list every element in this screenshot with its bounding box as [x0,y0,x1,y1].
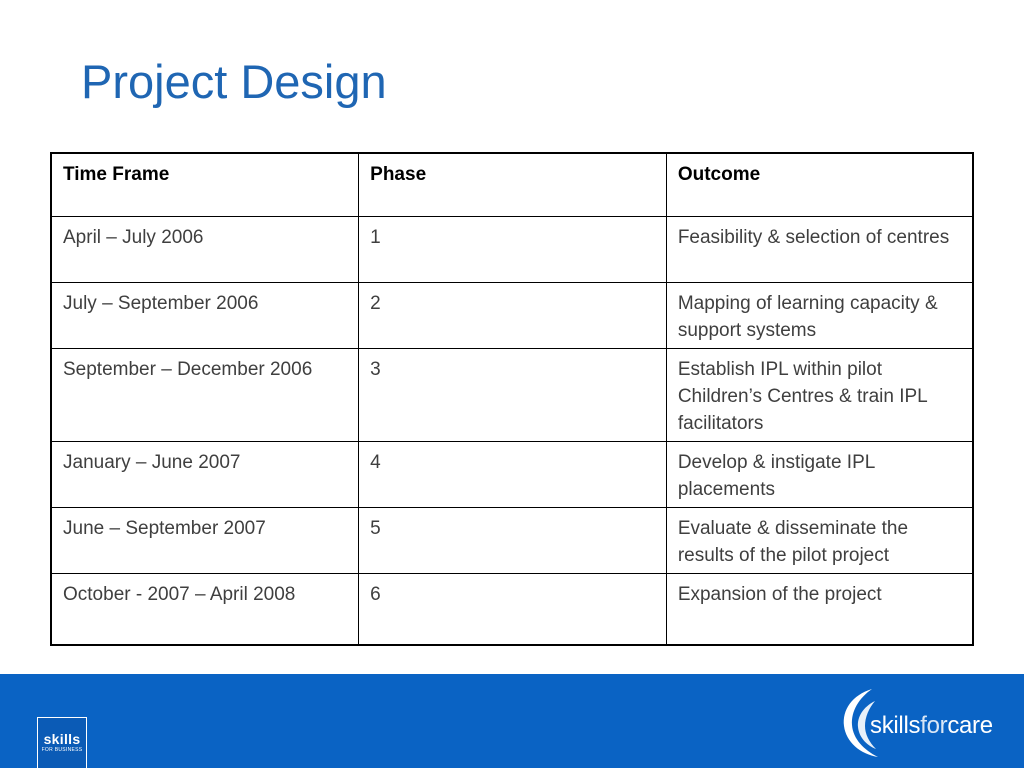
skills-for-care-wordmark [870,711,993,741]
header-outcome: Outcome [666,153,973,217]
cell-phase: 6 [359,574,667,646]
table-header-row [51,153,973,217]
cell-outcome: Mapping of learning capacity & support systems [666,283,973,349]
cell-time-frame: June – September 2007 [51,508,359,574]
wordmark-care: care [947,712,993,739]
cell-time-frame: January – June 2007 [51,442,359,508]
skills-logo-tagline: FOR BUSINESS [41,747,83,753]
cell-outcome: Develop & instigate IPL placements [666,442,973,508]
cell-time-frame: September – December 2006 [51,349,359,442]
table-row [51,217,973,283]
table-row [51,349,973,442]
project-design-table [50,152,974,646]
wordmark-for: for [920,712,948,739]
cell-outcome: Evaluate & disseminate the results of the pilot project [666,508,973,574]
cell-outcome: Feasibility & selection of centres [666,217,973,283]
skills-logo-word: skills [43,731,81,747]
cell-phase: 4 [359,442,667,508]
cell-outcome: Expansion of the project [666,574,973,646]
cell-phase: 3 [359,349,667,442]
wordmark-skills: skills [870,712,921,739]
cell-time-frame: October - 2007 – April 2008 [51,574,359,646]
cell-outcome: Establish IPL within pilot Children’s Centres & train IPL facilitators [666,349,973,442]
footer-band [0,674,1024,768]
cell-phase: 5 [359,508,667,574]
table-row [51,508,973,574]
table-row [51,442,973,508]
cell-time-frame: April – July 2006 [51,217,359,283]
cell-phase: 1 [359,217,667,283]
table-row [51,574,973,646]
cell-phase: 2 [359,283,667,349]
cell-time-frame: July – September 2006 [51,283,359,349]
table-row [51,283,973,349]
header-phase: Phase [359,153,667,217]
skills-for-care-logo [838,686,1018,766]
slide-title: Project Design [81,55,387,108]
skills-for-business-logo [37,717,87,768]
header-time-frame: Time Frame [51,153,359,217]
